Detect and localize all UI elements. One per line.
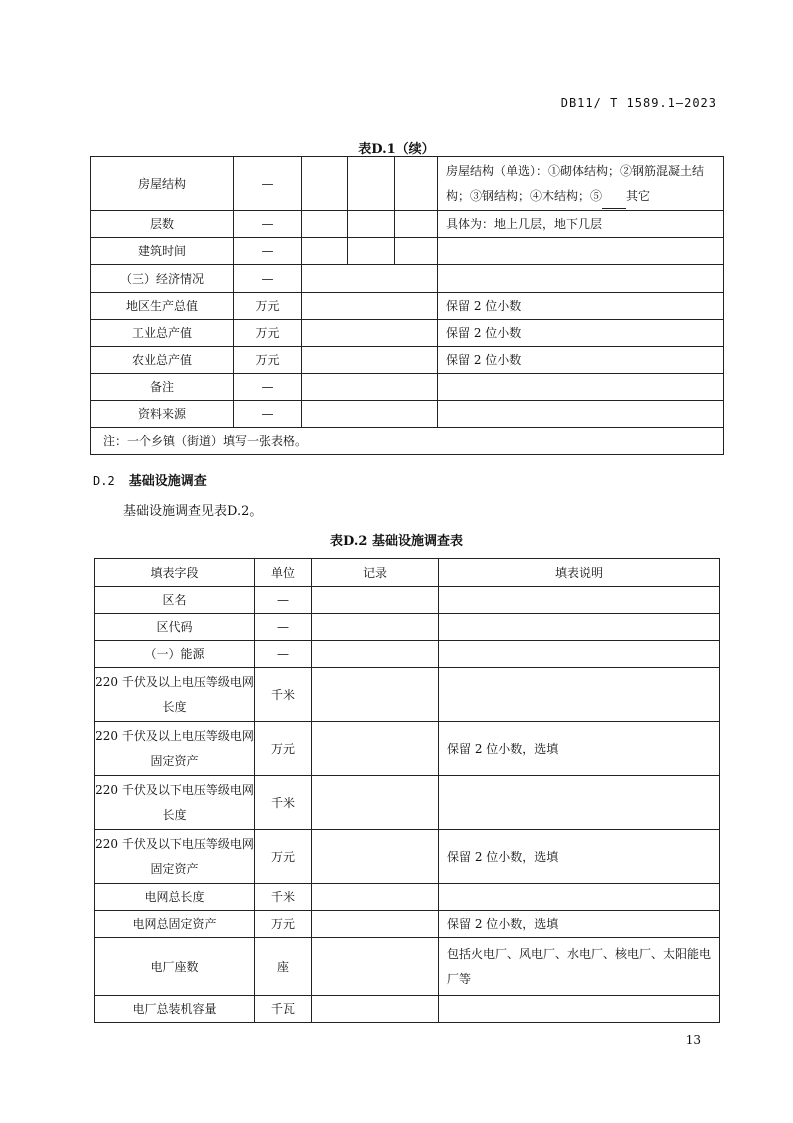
desc-cell [439, 938, 720, 996]
record-cell [312, 884, 439, 911]
desc-cell [438, 401, 724, 428]
record-cell [302, 238, 348, 265]
page-number: 13 [685, 1033, 701, 1047]
record-cell [302, 320, 438, 347]
desc-line: 其它 [626, 188, 651, 203]
unit-cell: — [255, 641, 312, 668]
unit-cell: — [255, 614, 312, 641]
field-cell: （一）能源 [95, 641, 255, 668]
record-cell [302, 347, 438, 374]
field-cell [95, 830, 255, 884]
record-cell [312, 722, 439, 776]
field-line: 固定资产 [150, 753, 199, 768]
desc-cell [439, 614, 720, 641]
unit-cell: 千瓦 [255, 996, 312, 1023]
header-field: 填表字段 [95, 559, 255, 587]
field-line: 220 千伏及以上电压等级电网 [95, 674, 254, 689]
desc-cell [439, 996, 720, 1023]
unit-cell: 千米 [255, 776, 312, 830]
header-desc: 填表说明 [439, 559, 720, 587]
field-line: 220 千伏及以下电压等级电网 [95, 782, 254, 797]
field-line: 长度 [162, 699, 187, 714]
table-d1-caption: 表D.1（续） [358, 142, 435, 157]
field-line: 220 千伏及以下电压等级电网 [95, 836, 254, 851]
table-row [95, 938, 720, 996]
record-cell [302, 211, 348, 238]
header-unit: 单位 [255, 559, 312, 587]
table-row [95, 587, 720, 614]
desc-line: 构；③钢结构；④木结构；⑤ [446, 188, 603, 203]
desc-cell [438, 374, 724, 401]
table-row [91, 293, 724, 320]
field-cell: （三）经济情况 [91, 265, 234, 293]
field-cell: 层数 [91, 211, 234, 238]
table-row [95, 641, 720, 668]
unit-cell: — [234, 157, 302, 211]
field-cell: 农业总产值 [91, 347, 234, 374]
record-cell [348, 157, 395, 211]
record-cell [302, 401, 438, 428]
field-cell: 工业总产值 [91, 320, 234, 347]
record-cell [312, 996, 439, 1023]
table-row [95, 776, 720, 830]
desc-cell [439, 641, 720, 668]
table-row [91, 238, 724, 265]
desc-cell [439, 776, 720, 830]
table-row [91, 374, 724, 401]
desc-cell [438, 157, 724, 211]
desc-line: 包括火电厂、风电厂、水电厂、核电厂、太阳能电 [447, 946, 712, 961]
table-row [91, 401, 724, 428]
field-cell: 地区生产总值 [91, 293, 234, 320]
unit-cell: — [234, 374, 302, 401]
table-row [91, 320, 724, 347]
section-number: D.2 [93, 474, 115, 488]
unit-cell: 千米 [255, 884, 312, 911]
record-cell [395, 211, 438, 238]
table-d2 [94, 558, 720, 1023]
header-record: 记录 [312, 559, 439, 587]
table-row [91, 211, 724, 238]
field-line: 220 千伏及以上电压等级电网 [95, 728, 254, 743]
desc-cell: 具体为：地上几层，地下几层 [438, 211, 724, 238]
field-cell: 电厂座数 [95, 938, 255, 996]
desc-cell: 保留 2 位小数，选填 [439, 722, 720, 776]
section-heading [93, 470, 207, 489]
desc-cell: 保留 2 位小数，选填 [439, 830, 720, 884]
desc-cell: 保留 2 位小数，选填 [439, 911, 720, 938]
unit-cell: — [234, 211, 302, 238]
table-note-row [91, 428, 724, 455]
field-cell [95, 668, 255, 722]
table-row [95, 614, 720, 641]
unit-cell: 万元 [255, 911, 312, 938]
table-d2-caption: 表D.2 基础设施调查表 [330, 534, 463, 549]
field-cell [95, 776, 255, 830]
table-row [95, 830, 720, 884]
field-line: 固定资产 [150, 861, 199, 876]
record-cell [312, 776, 439, 830]
record-cell [302, 293, 438, 320]
unit-cell: — [234, 238, 302, 265]
field-cell: 备注 [91, 374, 234, 401]
record-cell [302, 374, 438, 401]
desc-cell: 保留 2 位小数 [438, 320, 724, 347]
table-header-row [95, 559, 720, 587]
section-intro: 基础设施调查见表D.2。 [123, 504, 263, 519]
section-title: 基础设施调查 [128, 474, 207, 489]
field-cell: 资料来源 [91, 401, 234, 428]
desc-cell [438, 238, 724, 265]
record-cell [312, 587, 439, 614]
field-cell: 电厂总装机容量 [95, 996, 255, 1023]
table-row [95, 996, 720, 1023]
desc-cell [438, 265, 724, 293]
record-cell [302, 157, 348, 211]
field-cell [95, 722, 255, 776]
record-cell [312, 614, 439, 641]
desc-line: 厂等 [447, 971, 472, 986]
unit-cell: 万元 [255, 722, 312, 776]
unit-cell: 座 [255, 938, 312, 996]
unit-cell: 万元 [234, 293, 302, 320]
record-cell [312, 668, 439, 722]
record-cell [395, 238, 438, 265]
record-cell [348, 238, 395, 265]
field-cell: 电网总长度 [95, 884, 255, 911]
table-note: 注：一个乡镇（街道）填写一张表格。 [91, 428, 724, 455]
record-cell [312, 911, 439, 938]
table-row [95, 911, 720, 938]
table-d1 [90, 156, 724, 455]
record-cell [395, 157, 438, 211]
record-cell [312, 830, 439, 884]
unit-cell: 万元 [234, 320, 302, 347]
fill-blank [602, 196, 626, 209]
unit-cell: 万元 [255, 830, 312, 884]
field-cell: 区代码 [95, 614, 255, 641]
table-row [91, 265, 724, 293]
desc-cell [439, 668, 720, 722]
field-cell: 电网总固定资产 [95, 911, 255, 938]
desc-line: 房屋结构（单选）：①砌体结构；②钢筋混凝土结 [446, 163, 705, 178]
unit-cell: — [234, 265, 302, 293]
desc-cell [439, 587, 720, 614]
table-row [95, 722, 720, 776]
table-row [91, 157, 724, 211]
table-row [91, 347, 724, 374]
record-cell [312, 641, 439, 668]
desc-cell: 保留 2 位小数 [438, 347, 724, 374]
field-line: 长度 [162, 807, 187, 822]
field-cell: 建筑时间 [91, 238, 234, 265]
desc-cell: 保留 2 位小数 [438, 293, 724, 320]
field-cell: 区名 [95, 587, 255, 614]
table-row [95, 884, 720, 911]
unit-cell: 万元 [234, 347, 302, 374]
record-cell [312, 938, 439, 996]
record-cell [302, 265, 438, 293]
unit-cell: — [255, 587, 312, 614]
record-cell [348, 211, 395, 238]
desc-cell [439, 884, 720, 911]
table-row [95, 668, 720, 722]
document-id: DB11/ T 1589.1—2023 [560, 96, 717, 110]
field-cell: 房屋结构 [91, 157, 234, 211]
unit-cell: 千米 [255, 668, 312, 722]
unit-cell: — [234, 401, 302, 428]
